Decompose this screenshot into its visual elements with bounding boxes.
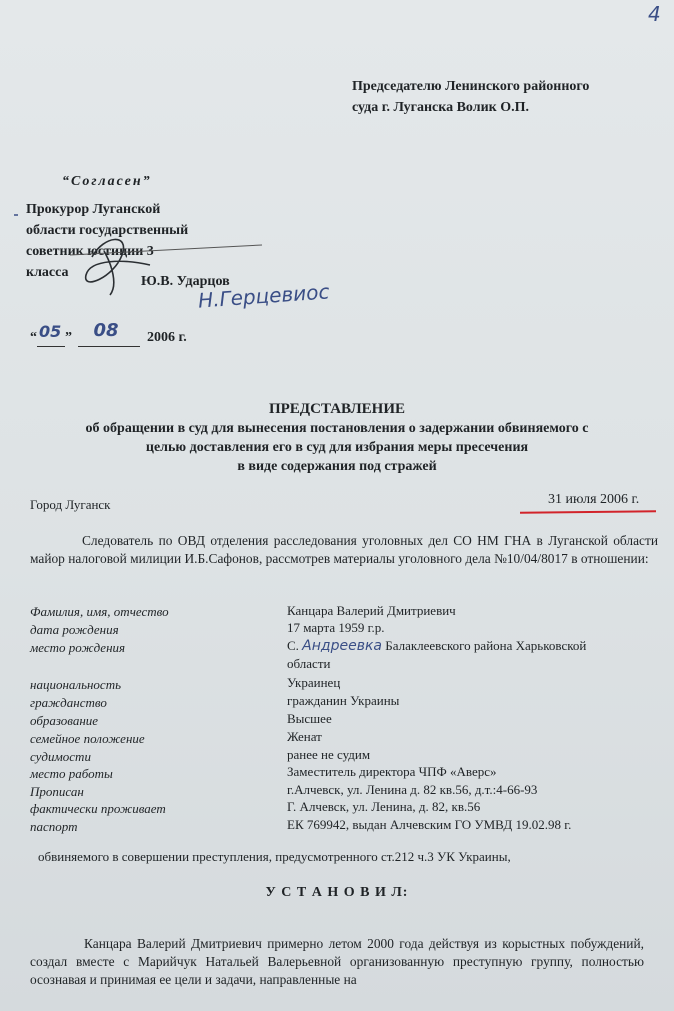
field-value: гражданин Украины [287, 693, 400, 708]
date-year: 2006 г. [147, 330, 187, 345]
field-label: место работы [30, 766, 113, 781]
date-quote-open: “ [30, 330, 37, 345]
field-label: семейное положение [30, 731, 145, 746]
field-value: Канцара Валерий Дмитриевич [287, 603, 456, 618]
field-label: судимости [30, 749, 91, 764]
field-value: Заместитель директора ЧПФ «Аверс» [287, 764, 497, 779]
date-month-blank [78, 320, 140, 347]
subtitle-line-1: об обращении в суд для вынесения постановления о задержании обвиняемого с [85, 421, 589, 436]
prosecutor-line-2: области государственный [26, 223, 189, 238]
prosecutor-line-3: советник юстиции 3 [26, 244, 154, 259]
field-value-line2: области [287, 656, 331, 671]
body-paragraph: Канцара Валерий Дмитриевич примерно летом 2000 года действуя из корыстных побуждений, создал вместе с Марийчук Натальей Валерьевной организованную преступную группу, полностью осознавая и принимая ее цели и задачи, направленные на [30, 936, 644, 987]
document-date: 31 июля 2006 г. [548, 492, 640, 507]
page-number: 4 [648, 2, 661, 26]
field-value: Женат [287, 729, 322, 744]
field-value: С. [287, 638, 299, 653]
field-label: фактически проживает [30, 801, 166, 816]
subtitle-line-2: целью доставления его в суд для избрания меры пресечения [145, 440, 529, 455]
field-label: национальность [30, 677, 122, 692]
red-underline [520, 510, 656, 513]
field-value: Г. Алчевск, ул. Ленина, д. 82, кв.56 [287, 799, 481, 814]
field-label: Фамилия, имя, отчество [30, 604, 169, 619]
handwritten-name: Н.Герцевиос [197, 279, 331, 313]
signer-name: Ю.В. Ударцов [141, 274, 230, 289]
field-value-rest: Балаклеевского района Харьковской [385, 638, 587, 653]
field-value: ЕК 769942, выдан Алчевским ГО УМВД 19.02.98 г. [287, 817, 572, 832]
field-value: Украинец [287, 675, 341, 690]
field-label: дата рождения [30, 622, 119, 637]
field-value: Высшее [287, 711, 332, 726]
field-label: паспорт [30, 819, 78, 834]
field-value: г.Алчевск, ул. Ленина д. 82 кв.56, д.т.:4-66-93 [287, 782, 538, 797]
field-value-birthplace [287, 638, 586, 654]
subtitle-line-3: в виде содержания под стражей [237, 459, 437, 474]
intro-paragraph: Следователь по ОВД отделения расследования уголовных дел СО НМ ГНА в Луганской области майор налоговой милиции И.Б.Сафонов, рассмотрев материалы уголовного дела №10/04/8017 в отношении: [30, 533, 658, 566]
date-day: 05 [39, 322, 62, 341]
handwritten-village: Андреевка [302, 638, 382, 654]
addressee [352, 76, 589, 118]
date-month: 08 [93, 320, 119, 341]
addressee-line-2: суда г. Луганска Волик О.П. [352, 100, 530, 115]
agreed-label: “Согласен” [62, 174, 152, 189]
field-value: 17 марта 1959 г.р. [287, 620, 385, 635]
field-label: гражданство [30, 695, 107, 710]
established-heading: У С Т А Н О В И Л: [265, 885, 409, 900]
field-value: ранее не судим [287, 747, 371, 762]
city: Город Луганск [30, 497, 111, 512]
field-label: место рождения [30, 640, 126, 655]
date-quote-close: ” [65, 330, 72, 345]
prosecutor-line-4: класса [26, 265, 69, 280]
date-day-blank [37, 322, 65, 347]
addressee-line-1: Председателю Ленинского районного [352, 79, 590, 94]
field-label: образование [30, 713, 99, 728]
document-title: ПРЕДСТАВЛЕНИЕ [268, 401, 406, 417]
field-label: Прописан [30, 784, 84, 799]
accusation-line: обвиняемого в совершении преступления, предусмотренного ст.212 ч.3 УК Украины, [38, 849, 511, 864]
approval-date [30, 320, 187, 347]
prosecutor-line-1: Прокурор Луганской [26, 202, 161, 217]
